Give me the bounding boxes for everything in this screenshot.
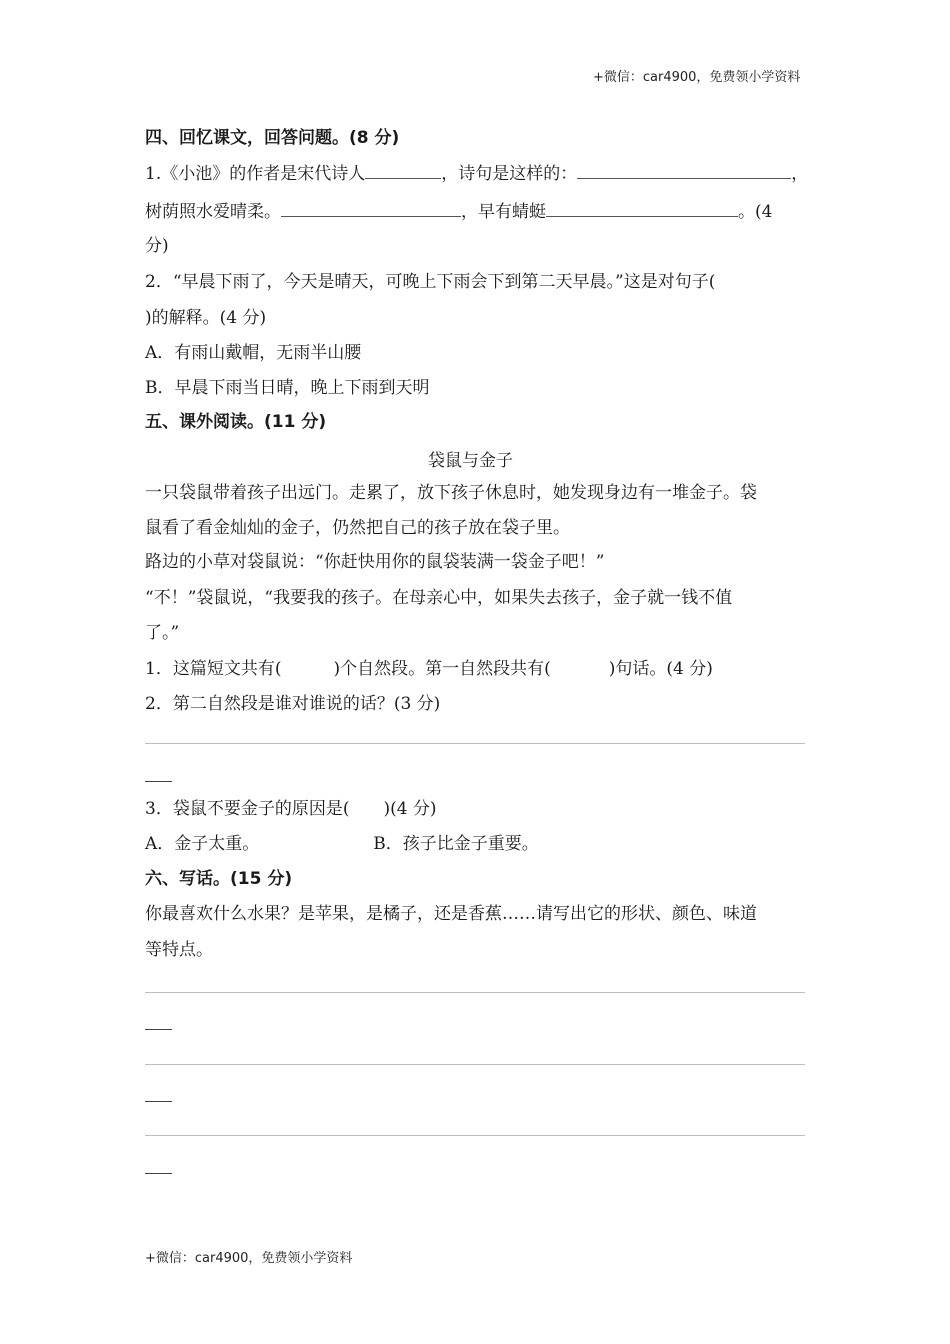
writing-line-2-end xyxy=(145,1101,172,1102)
answer-line[interactable] xyxy=(145,743,805,744)
s4-q2-line1: 2．“早晨下雨了，今天是晴天，可晚上下雨会下到第二天早晨。”这是对句子( xyxy=(145,272,716,292)
writing-line-1[interactable] xyxy=(145,992,805,993)
s5-q1-text2: )个自然段。第一自然段共有( xyxy=(333,659,551,679)
s4-q2-option-b[interactable]: B．早晨下雨当日晴，晚上下雨到天明 xyxy=(145,378,430,398)
s4-q2-option-a[interactable]: A．有雨山戴帽，无雨半山腰 xyxy=(145,343,362,363)
s4-q1-line2 xyxy=(145,200,772,223)
s5-q3: 3．袋鼠不要金子的原因是( )(4 分) xyxy=(145,799,437,819)
answer-line-end xyxy=(145,781,172,782)
s4-q2-line2: )的解释。(4 分) xyxy=(145,308,267,328)
s4-q1-text4: 树荫照水爱晴柔。 xyxy=(145,202,281,222)
writing-line-2[interactable] xyxy=(145,1064,805,1065)
section-6-heading: 六、写话。(15 分) xyxy=(145,869,293,889)
s5-q3-options xyxy=(145,833,539,855)
author-blank[interactable] xyxy=(365,162,441,179)
section-5-heading: 五、课外阅读。(11 分) xyxy=(145,412,327,432)
story-p1-line1: 一只袋鼠带着孩子出远门。走累了，放下孩子休息时，她发现身边有一堆金子。袋 xyxy=(145,483,757,503)
poem-line1-blank[interactable] xyxy=(577,162,791,179)
s5-q3-option-b[interactable]: B．孩子比金子重要。 xyxy=(373,834,539,854)
s5-q1-text3: )句话。(4 分) xyxy=(608,659,713,679)
s4-q1-text6: 。(4 xyxy=(738,202,773,222)
story-title: 袋鼠与金子 xyxy=(428,451,513,471)
s5-q3-option-a[interactable]: A．金子太重。 xyxy=(145,834,260,854)
s4-q1-line1 xyxy=(145,162,808,185)
s4-q1-text3: ， xyxy=(791,164,809,184)
section-4-heading: 四、回忆课文，回答问题。(8 分) xyxy=(145,128,400,148)
story-p2: 路边的小草对袋鼠说：“你赶快用你的鼠袋装满一袋金子吧！” xyxy=(145,552,605,572)
footer-watermark: +微信：car4900，免费领小学资料 xyxy=(145,1251,353,1266)
writing-line-3-end xyxy=(145,1173,172,1174)
s5-q1-text1: 1．这篇短文共有( xyxy=(145,659,282,679)
writing-line-3[interactable] xyxy=(145,1135,805,1136)
poem-line3-blank[interactable] xyxy=(281,200,461,217)
story-p3-line2: 了。” xyxy=(145,623,180,643)
header-watermark: +微信：car4900，免费领小学资料 xyxy=(593,70,801,85)
story-p3-line1: “不！”袋鼠说，“我要我的孩子。在母亲心中，如果失去孩子，金子就一钱不值 xyxy=(145,588,733,608)
s4-q1-text1: 1.《小池》的作者是宋代诗人 xyxy=(145,164,366,184)
s5-q2: 2．第二自然段是谁对谁说的话？(3 分) xyxy=(145,694,441,714)
writing-prompt-line2: 等特点。 xyxy=(145,940,213,960)
s5-q1 xyxy=(145,658,713,680)
story-p1-line2: 鼠看了看金灿灿的金子，仍然把自己的孩子放在袋子里。 xyxy=(145,518,570,538)
s4-q1-text5: ，早有蜻蜓 xyxy=(461,202,546,222)
writing-line-1-end xyxy=(145,1029,172,1030)
s4-q1-text2: ，诗句是这样的： xyxy=(441,164,578,184)
s4-q1-line3: 分) xyxy=(145,236,169,256)
poem-line4-blank[interactable] xyxy=(546,200,738,217)
writing-prompt-line1: 你最喜欢什么水果？是苹果，是橘子，还是香蕉……请写出它的形状、颜色、味道 xyxy=(145,904,757,924)
